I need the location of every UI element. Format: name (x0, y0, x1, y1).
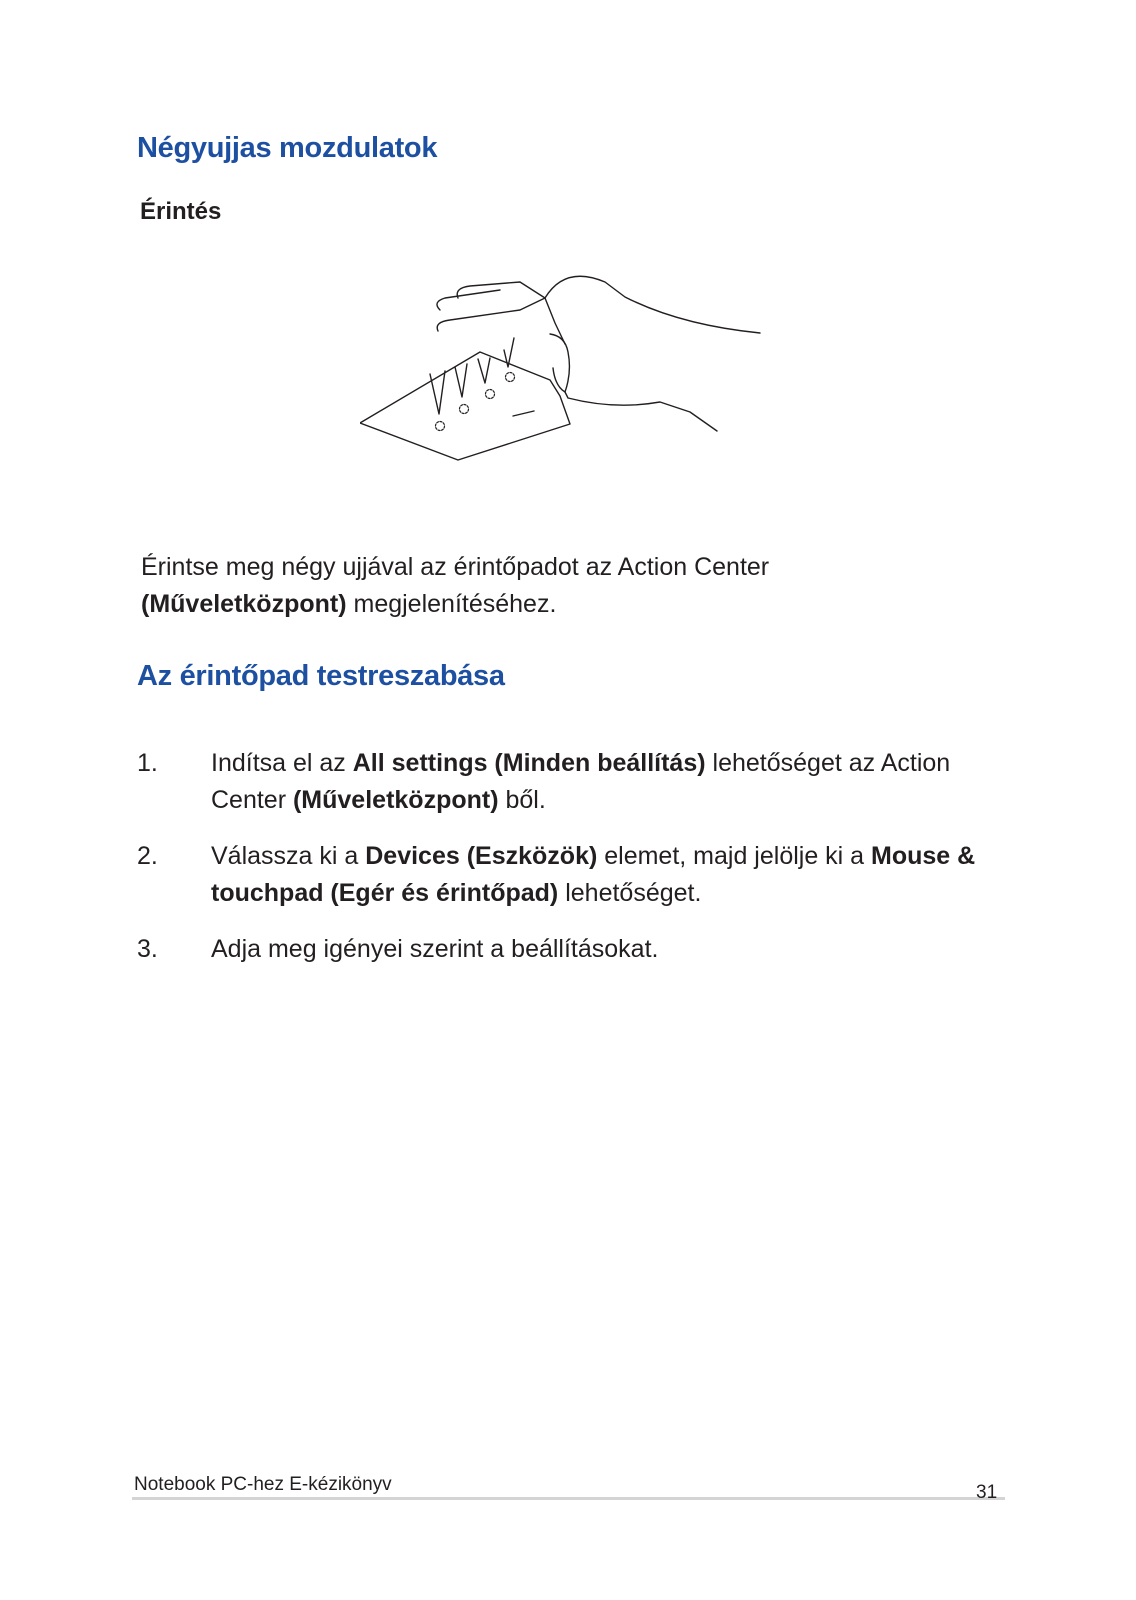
finger-line-3 (478, 358, 490, 383)
footer-divider (132, 1497, 1005, 1500)
steps-list (137, 745, 1007, 987)
footer-manual-title: Notebook PC-hez E-kézikönyv (134, 1474, 392, 1495)
section-title-four-finger: Négyujjas mozdulatok (137, 132, 438, 164)
touchpad-outline (360, 352, 570, 460)
list-item: 2. Válassza ki a Devices (Eszközök) elemet, majd jelölje ki a Mouse & touchpad (Egér és érintőpad) lehetőséget. (137, 842, 976, 907)
subsection-title-tap: Érintés (140, 198, 222, 225)
list-item: 1. Indítsa el az All settings (Minden beállítás) lehetőséget az Action Center (Műveletközpont) ből. (137, 749, 951, 814)
page-number: 31 (976, 1482, 998, 1503)
tap-mark-icon (436, 373, 515, 431)
tap-description: Érintse meg négy ujjával az érintőpadot az Action Center (Műveletközpont) megjelenítéséhez. (141, 553, 770, 618)
four-finger-tap-illustration (360, 270, 780, 470)
section-title-customize-touchpad: Az érintőpad testreszabása (137, 660, 505, 692)
finger-line-2 (455, 364, 467, 397)
list-item: 3. Adja meg igényei szerint a beállításokat. (137, 935, 659, 963)
